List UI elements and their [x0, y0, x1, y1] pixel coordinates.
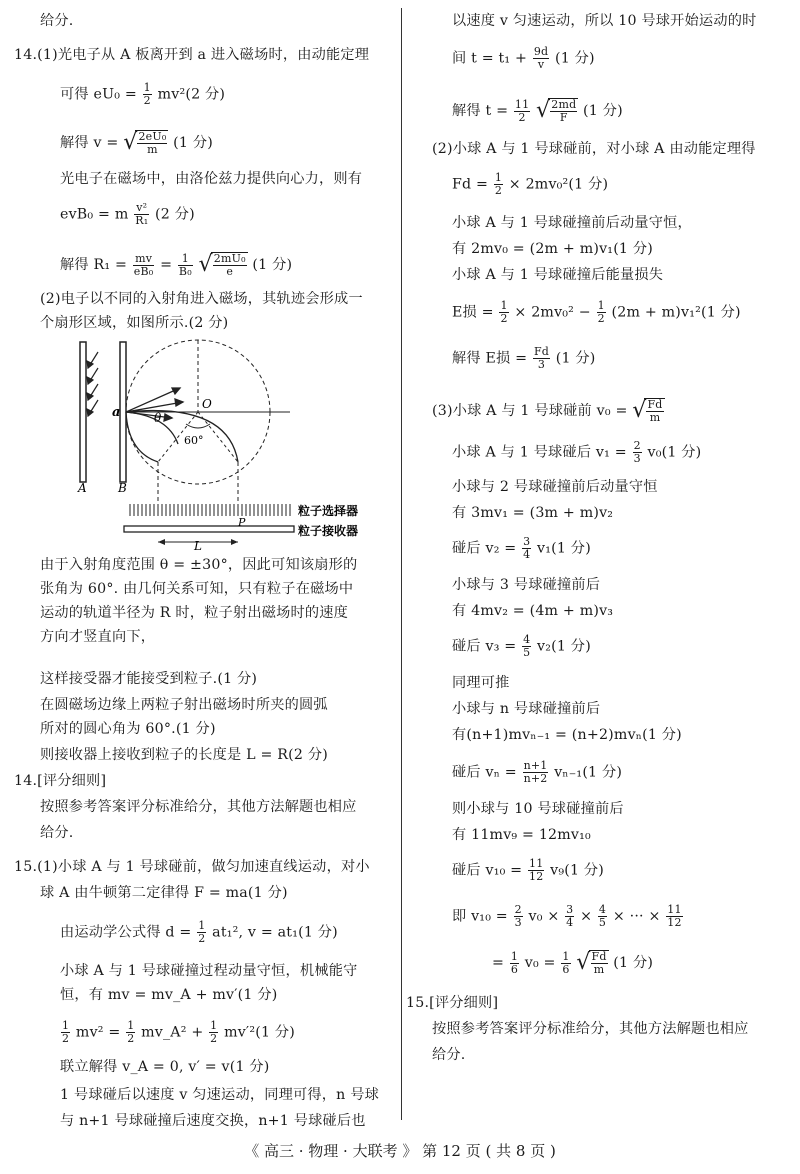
text-line: 所对的圆心角为 60°.(1 分) — [40, 721, 216, 737]
text-line: 有 2mv₀ = (2m + m)v₁(1 分) — [452, 241, 653, 257]
equation-line: evB₀ = m $\frac{\text{v²}}{\text{R₁}}$ (2 分) — [60, 201, 195, 227]
text-line: 与 n+1 号球碰撞后速度交换，n+1 号球碰后也 — [60, 1113, 366, 1129]
equation-line: 间 t = t₁ + $\frac{9d}{v}$ (1 分) — [452, 45, 595, 71]
text-line: 则接收器上接收到粒子的长度是 L = R(2 分) — [40, 747, 328, 763]
equation-line: 碰后 v₁₀ = $\frac{11}{12}$ v₉(1 分) — [452, 857, 605, 883]
text-line: 个扇形区域，如图所示.(2 分) — [40, 315, 229, 331]
label-theta: θ — [154, 411, 162, 425]
text-line: 1 号球碰后以速度 v 匀速运动，同理可得，n 号球 — [60, 1087, 379, 1103]
text-line: 张角为 60°. 由几何关系可知，只有粒子在磁场中 — [40, 581, 354, 597]
label-60deg: 60° — [184, 434, 204, 447]
question-15-heading: 15.(1)小球 A 与 1 号球碰前，做匀加速直线运动，对小 — [14, 859, 370, 875]
equation-line: 可得 eU₀ = $\frac{1}{2}$ mv²(2 分) — [60, 81, 226, 107]
equation-line: $\frac{1}{2}$ mv² = $\frac{1}{2}$ mv_A² + $\frac{1}{2}$ mv′²(1 分) — [62, 1019, 296, 1045]
text-line: 恒，有 mv = mv_A + mv′(1 分) — [60, 987, 278, 1003]
particle-receiver — [124, 526, 294, 532]
text-line: 小球与 2 号球碰撞前后动量守恒 — [452, 479, 658, 495]
text-line: 光电子在磁场中，由洛伦兹力提供向心力，则有 — [60, 171, 363, 187]
text-line: 以速度 v 匀速运动，所以 10 号球开始运动的时 — [452, 13, 757, 29]
equation-line: 即 v₁₀ = $\frac{2}{3}$ v₀ × $\frac{3}{4}$ × $\frac{4}{5}$ × ··· × $\frac{11}{12}$ — [452, 903, 682, 929]
text-line: 小球 A 与 1 号球碰撞后能量损失 — [452, 267, 664, 283]
question-14-heading: 14.(1)光电子从 A 板离开到 a 进入磁场时，由动能定理 — [14, 47, 370, 63]
text-line: 小球 A 与 1 号球碰撞前后动量守恒， — [452, 215, 692, 231]
grading-heading: 15.[评分细则] — [406, 995, 499, 1011]
equation-line: 碰后 vₙ = $\frac{n+1}{n+2}$ vₙ₋₁(1 分) — [452, 759, 623, 785]
text-line: 给分. — [432, 1047, 466, 1063]
label-l: L — [194, 539, 202, 552]
incident-light-arrows — [87, 352, 98, 416]
label-point-a: a — [112, 405, 121, 420]
text-line: 这样接受器才能接受到粒子.(1 分) — [40, 671, 258, 687]
fraction: $\frac{1}{2}$ — [143, 81, 151, 107]
text-line: 小球与 3 号球碰撞前后 — [452, 577, 601, 593]
text-line: 有 4mv₂ = (4m + m)v₃ — [452, 603, 614, 619]
text-line: 由于入射角度范围 θ = ±30°，因此可知该扇形的 — [40, 557, 358, 573]
plate-a — [80, 342, 86, 482]
text-line: (2)小球 A 与 1 号球碰前，对小球 A 由动能定理得 — [432, 141, 756, 157]
grading-heading: 14.[评分细则] — [14, 773, 107, 789]
text-line: 有(n+1)mvₙ₋₁ = (n+2)mvₙ(1 分) — [452, 727, 682, 743]
column-divider — [401, 8, 402, 1120]
text-line: (2)电子以不同的入射角进入磁场，其轨迹会形成一 — [40, 291, 363, 307]
text-line: 运动的轨道半径为 R 时，粒子射出磁场时的速度 — [40, 605, 349, 621]
text-line: 给分. — [40, 825, 74, 841]
text-line: 有 11mv₉ = 12mv₁₀ — [452, 827, 591, 843]
text-line: 小球与 n 号球碰撞前后 — [452, 701, 601, 717]
label-center-o: O — [202, 397, 212, 411]
equation-line: E损 = $\frac{1}{2}$ × 2mv₀² − $\frac{1}{2}$ (2m + m)v₁²(1 分) — [452, 299, 741, 325]
text-line: 小球 A 与 1 号球碰撞过程动量守恒，机械能守 — [60, 963, 358, 979]
equation-line: (3)小球 A 与 1 号球碰前 v₀ = √ $\frac{Fd}{m}$ — [432, 398, 663, 424]
particle-selector — [130, 504, 290, 516]
label-plate-a: A — [78, 481, 87, 495]
equation-line: 解得 E损 = $\frac{Fd}{3}$ (1 分) — [452, 345, 596, 371]
equation-line: 碰后 v₂ = $\frac{3}{4}$ v₁(1 分) — [452, 535, 591, 561]
equation-line: 由运动学公式得 d = $\frac{1}{2}$ at₁², v = at₁(1 分) — [60, 919, 338, 945]
text-line: 方向才竖直向下， — [40, 629, 156, 645]
equation-line: = $\frac{1}{6}$ v₀ = $\frac{1}{6}$ √ $\frac{Fd}{m}$ (1 分) — [492, 949, 654, 976]
text-line: 则小球与 10 号球碰撞前后 — [452, 801, 624, 817]
page-footer: 《 高三 · 物理 · 大联考 》 第 12 页 ( 共 8 页 ) — [244, 1142, 556, 1160]
text-line: 同理可推 — [452, 675, 510, 691]
equation-line: 解得 t = $\frac{11}{2}$ √ $\frac{2md}{F}$ (1 分) — [452, 97, 623, 124]
text-line: 球 A 由牛顿第二定律得 F = ma(1 分) — [40, 885, 288, 901]
label-receiver: 粒子接收器 — [298, 524, 359, 538]
plate-b — [120, 342, 126, 482]
text-line: 给分. — [40, 13, 74, 29]
text-line: 在圆磁场边缘上两粒子射出磁场时所夹的圆弧 — [40, 697, 328, 713]
equation-line: 碰后 v₃ = $\frac{4}{5}$ v₂(1 分) — [452, 633, 591, 659]
text-line: 按照参考答案评分标准给分，其他方法解题也相应 — [432, 1021, 749, 1037]
label-selector: 粒子选择器 — [298, 504, 359, 518]
equation-line: Fd = $\frac{1}{2}$ × 2mv₀²(1 分) — [452, 171, 609, 197]
equation-line: 小球 A 与 1 号球碰后 v₁ = $\frac{2}{3}$ v₀(1 分) — [452, 439, 702, 465]
text-line: 联立解得 v_A = 0, v′ = v(1 分) — [60, 1059, 270, 1075]
equation-line: 解得 v = √ $\frac{\text{2eU₀}}{m}$ (1 分) — [60, 130, 213, 156]
text-line: 按照参考答案评分标准给分，其他方法解题也相应 — [40, 799, 357, 815]
label-p: P — [238, 516, 246, 529]
text-line: 有 3mv₁ = (3m + m)v₂ — [452, 505, 614, 521]
label-plate-b: B — [118, 481, 127, 495]
equation-line: 解得 R₁ = $\frac{mv}{\text{eB₀}}$ = $\frac{1}{\text{B₀}}$ √ $\frac{\text{2mU₀}}{e}$ (1 分) — [60, 251, 293, 278]
magnetic-field-diagram — [68, 332, 378, 552]
